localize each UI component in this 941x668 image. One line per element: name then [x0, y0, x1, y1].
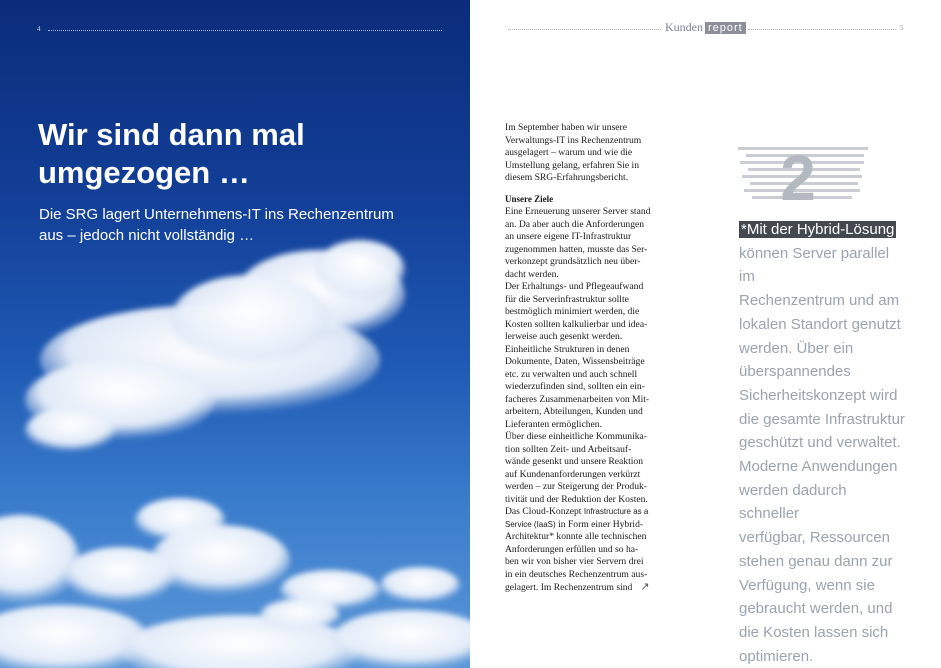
body-line: in Form einer Hybrid-: [555, 518, 644, 530]
intro-line: Umstellung gelang, erfahren Sie in: [505, 159, 640, 171]
quote-line: verfügbar, Ressourcen: [739, 529, 890, 547]
quote-line: die gesamte Infrastruktur: [739, 410, 905, 428]
quote-line: Sicherheitskonzept wird: [739, 386, 898, 404]
article-column: [505, 122, 658, 595]
intro-line: diesem SRG-Erfahrungsbericht.: [505, 172, 629, 183]
intro-paragraph: [505, 122, 658, 185]
header-rule-right-a: [508, 29, 661, 30]
cloud-image: [0, 0, 470, 668]
body-line: tivität und der Reduktion der Kosten.: [505, 493, 648, 505]
page-number-right: 5: [900, 24, 904, 32]
body-line: arbeitern, Abteilungen, Kunden und: [505, 406, 643, 417]
body-line: wände gesenkt und unsere Reaktion: [505, 456, 644, 467]
intro-line: Im September haben wir unsere: [505, 122, 628, 133]
page-title: [38, 116, 438, 192]
body-line: facheres Zusammenarbeiten von Mit-: [505, 393, 650, 405]
quote-line: gebraucht werden, und: [739, 600, 893, 618]
quote-line: stehen genau dann zur: [739, 552, 893, 570]
subline-line-2: aus – jedoch nicht vollständig …: [39, 227, 255, 244]
quote-line: geschützt und verwaltet.: [739, 434, 901, 452]
body-line: verkonzept grundsätzlich neu über-: [505, 256, 641, 267]
quote-line: optimieren.: [739, 647, 814, 665]
body-line: an. Da aber auch die Anforderungen: [505, 218, 645, 230]
body-line: in ein deutsches Rechenzentrum aus-: [505, 568, 648, 580]
body-line: Eine Erneuerung unserer Server stand: [505, 206, 651, 217]
masthead-kunden: Kunden: [665, 20, 703, 34]
body-line: gelagert. Im Rechenzentrum sind: [505, 582, 633, 593]
header-rule-right-b: [748, 29, 896, 30]
body-line: auf Kundenanforderungen verkürzt: [505, 468, 641, 480]
quote-highlight: *Mit der Hybrid-Lösung: [741, 221, 895, 238]
body-line: werden – zur Steigerung der Produk-: [505, 481, 647, 492]
intro-line: ausgelagert – warum und wie die: [505, 147, 633, 158]
quote-line: Rechenzentrum und am: [739, 292, 900, 310]
masthead-logo: [665, 20, 746, 35]
body-line: Dokumente, Daten, Wissensbeiträge: [505, 356, 645, 367]
body-term: Infrastructure as a: [583, 507, 649, 516]
body-line: ben wir von bisher vier Servern drei: [505, 556, 644, 567]
chapter-number: 2: [780, 145, 816, 205]
quote-line: lokalen Standort genutzt: [739, 315, 901, 333]
quote-line: werden dadurch schneller: [739, 481, 847, 523]
body-line: Das Cloud-Konzept: [505, 506, 584, 517]
body-line: Einheitliche Strukturen in denen: [505, 343, 630, 355]
body-line: bestmöglich minimiert werden, die: [505, 306, 640, 317]
body-line: für die Serverinfrastruktur sollte: [505, 293, 629, 305]
page-number-left: 4: [37, 25, 41, 33]
quote-line: Verfügung, wenn sie: [739, 576, 875, 594]
quote-line: werden. Über ein: [739, 339, 854, 357]
masthead-report: report: [705, 22, 746, 34]
body-line: Über diese einheitliche Kommunika-: [505, 431, 647, 442]
subtitle: [39, 204, 439, 246]
body-line: lerweise auch gesenkt werden.: [505, 331, 623, 342]
quote-line: die Kosten lassen sich: [739, 623, 889, 641]
headline-line-2: umgezogen …: [38, 155, 250, 190]
body-line: etc. zu verwalten und auch schnell: [505, 368, 638, 380]
body-line: an unsere eigene IT-Infrastruktur: [505, 231, 632, 242]
body-term: Service (IaaS): [505, 519, 556, 529]
section-heading: Unsere Ziele: [505, 193, 554, 204]
header-rule-left: [48, 30, 442, 31]
quote-line: überspannendes: [739, 363, 851, 381]
body-line: Architektur* konnte alle technischen: [505, 531, 647, 542]
continue-arrow-icon: ↗: [640, 581, 650, 593]
headline-line-1: Wir sind dann mal: [38, 117, 305, 152]
subline-line-1: Die SRG lagert Unternehmens-IT ins Rechenzentrum: [39, 206, 394, 223]
right-page: [470, 0, 941, 668]
body-line: wiederzufinden sind, sollten ein ein-: [505, 381, 645, 392]
quote-line: können Server parallel im: [739, 244, 890, 286]
body-line: dacht werden.: [505, 268, 559, 280]
chapter-number-badge: [738, 145, 868, 205]
body-line: Kosten sollten kalkulierbar und idea-: [505, 318, 648, 330]
body-line: Lieferanten ermöglichen.: [505, 418, 602, 430]
left-page-sky-photo: [0, 0, 470, 668]
quote-line: Moderne Anwendungen: [739, 458, 898, 476]
body-line: tion sollten Zeit- und Arbeitsauf-: [505, 443, 632, 455]
body-paragraph: [505, 206, 658, 595]
body-line: Der Erhaltungs- und Pflegeaufwand: [505, 281, 644, 292]
body-line: Anforderungen erfüllen und so ha-: [505, 543, 639, 555]
intro-line: Verwaltungs-IT ins Rechenzentrum: [505, 134, 642, 146]
pull-quote: [739, 218, 909, 668]
body-line: zugenommen hatten, musste das Ser-: [505, 243, 648, 255]
